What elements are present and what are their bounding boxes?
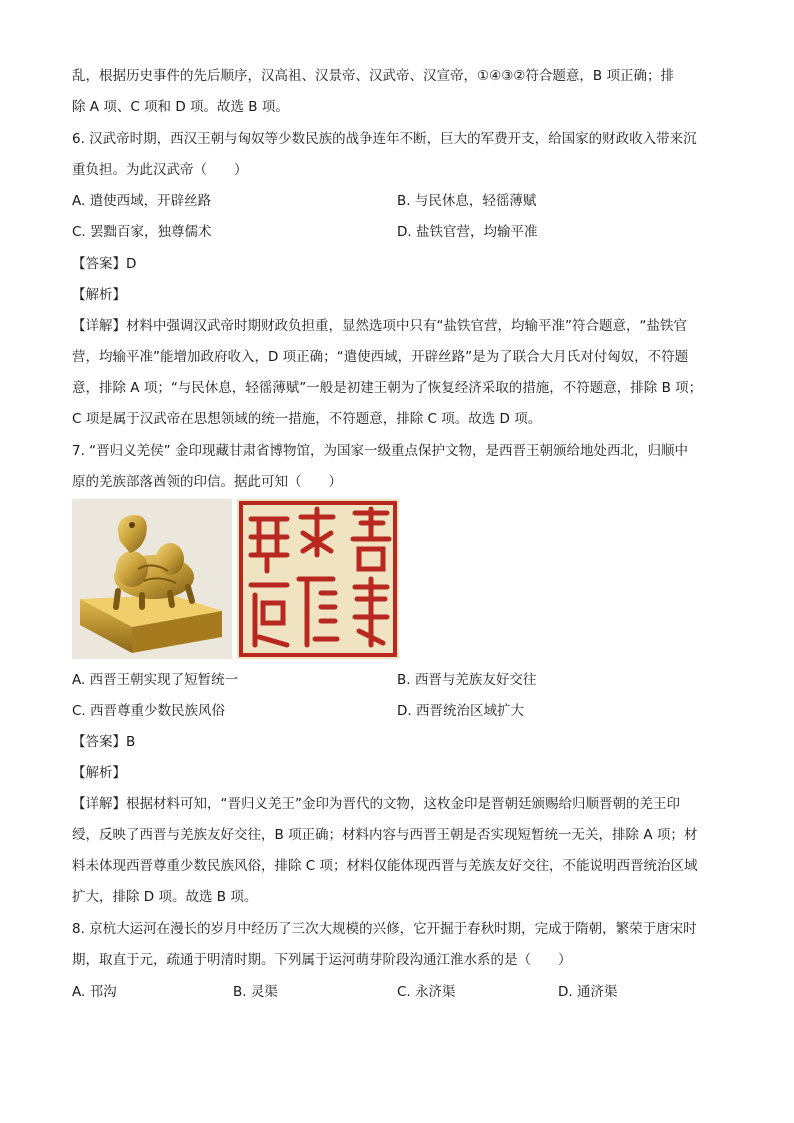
q6-detail-line-2: 营，均输平准”能增加政府收入，D 项正确；“遣使西域，开辟丝路”是为了联合大月氏对付匈奴，不符题 bbox=[72, 349, 689, 365]
q7-detail-line-4: 扩大，排除 D 项。故选 B 项。 bbox=[72, 889, 258, 905]
q7-detail-line-3: 料未体现西晋尊重少数民族风俗，排除 C 项；材料仅能体现西晋与羌族友好交往，不能说明西晋统治区域 bbox=[72, 858, 698, 874]
q8-option-b: B. 灵渠 bbox=[233, 984, 278, 1000]
q7-detail-text-1: 根据材料可知，“晋归义羌王”金印为晋代的文物，这枚金印是晋朝廷颁赐给归顺晋朝的羌王印 bbox=[126, 796, 680, 812]
q7-analysis-tag: 【解析】 bbox=[72, 765, 126, 781]
q6-detail-text-1: 材料中强调汉武帝时期财政负担重，显然选项中只有“盐铁官营，均输平准”符合题意，“盐铁官 bbox=[126, 318, 687, 334]
q6-detail-tag: 【详解】 bbox=[72, 318, 126, 334]
seal-impression-illustration bbox=[237, 499, 399, 659]
q7-option-c: C. 西晋尊重少数民族风俗 bbox=[72, 703, 226, 719]
intro-line-2: 除 A 项、C 项和 D 项。故选 B 项。 bbox=[72, 99, 289, 115]
q8-stem-line-2: 期，取直于元，疏通于明清时期。下列属于运河萌芽阶段沟通江淮水系的是（ ） bbox=[72, 952, 572, 968]
gold-seal-illustration bbox=[72, 499, 232, 659]
q6-option-a: A. 遣使西域，开辟丝路 bbox=[72, 193, 212, 209]
q6-stem-line-1: 6. 汉武帝时期，西汉王朝与匈奴等少数民族的战争连年不断，巨大的军费开支，给国家的财政收入带来沉 bbox=[72, 131, 697, 147]
q7-stem-line-1: 7. “晋归义羌侯” 金印现藏甘肃省博物馆，为国家一级重点保护文物，是西晋王朝颁给地处西北，归顺中 bbox=[72, 443, 688, 459]
q6-detail-line-3: 意，排除 A 项；“与民休息，轻徭薄赋”一般是初建王朝为了恢复经济采取的措施，不符题意，排除 B 项； bbox=[72, 380, 703, 396]
q7-answer-tag: 【答案】 bbox=[72, 734, 126, 750]
q8-option-d: D. 通济渠 bbox=[558, 984, 618, 1000]
q6-detail-line-1 bbox=[72, 316, 687, 336]
q6-stem-line-2: 重负担。为此汉武帝（ ） bbox=[72, 162, 248, 178]
q7-answer bbox=[72, 732, 135, 752]
q6-option-d: D. 盐铁官营，均输平准 bbox=[397, 224, 538, 240]
q6-option-b: B. 与民休息，轻徭薄赋 bbox=[397, 193, 537, 209]
q7-option-d: D. 西晋统治区域扩大 bbox=[397, 703, 524, 719]
q7-answer-value: B bbox=[126, 734, 136, 750]
q7-detail-line-2: 绶，反映了西晋与羌族友好交往，B 项正确；材料内容与西晋王朝是否实现短暂统一无关，排除 A 项；材 bbox=[72, 827, 698, 843]
q6-answer bbox=[72, 254, 136, 274]
q8-option-a: A. 邗沟 bbox=[72, 984, 117, 1000]
q8-stem-line-1: 8. 京杭大运河在漫长的岁月中经历了三次大规模的兴修，它开掘于春秋时期，完成于隋朝，繁荣于唐宋时 bbox=[72, 921, 697, 937]
q6-option-c: C. 罢黜百家，独尊儒术 bbox=[72, 224, 212, 240]
q7-detail-line-1 bbox=[72, 794, 680, 814]
q6-detail-line-4: C 项是属于汉武帝在思想领域的统一措施，不符题意，排除 C 项。故选 D 项。 bbox=[72, 411, 542, 427]
q6-analysis-tag: 【解析】 bbox=[72, 287, 126, 303]
q7-stem-line-2: 原的羌族部落酋领的印信。据此可知（ ） bbox=[72, 474, 342, 490]
q6-answer-tag: 【答案】 bbox=[72, 256, 126, 272]
q7-detail-tag: 【详解】 bbox=[72, 796, 126, 812]
q7-option-a: A. 西晋王朝实现了短暂统一 bbox=[72, 672, 239, 688]
gold-seal-photo bbox=[72, 499, 232, 659]
intro-line-1: 乱，根据历史事件的先后顺序，汉高祖、汉景帝、汉武帝、汉宣帝，①④③②符合题意，B 项正确；排 bbox=[72, 68, 674, 84]
q8-option-c: C. 永济渠 bbox=[397, 984, 456, 1000]
seal-impression bbox=[237, 499, 399, 659]
q6-answer-value: D bbox=[126, 256, 137, 272]
q7-option-b: B. 西晋与羌族友好交往 bbox=[397, 672, 537, 688]
